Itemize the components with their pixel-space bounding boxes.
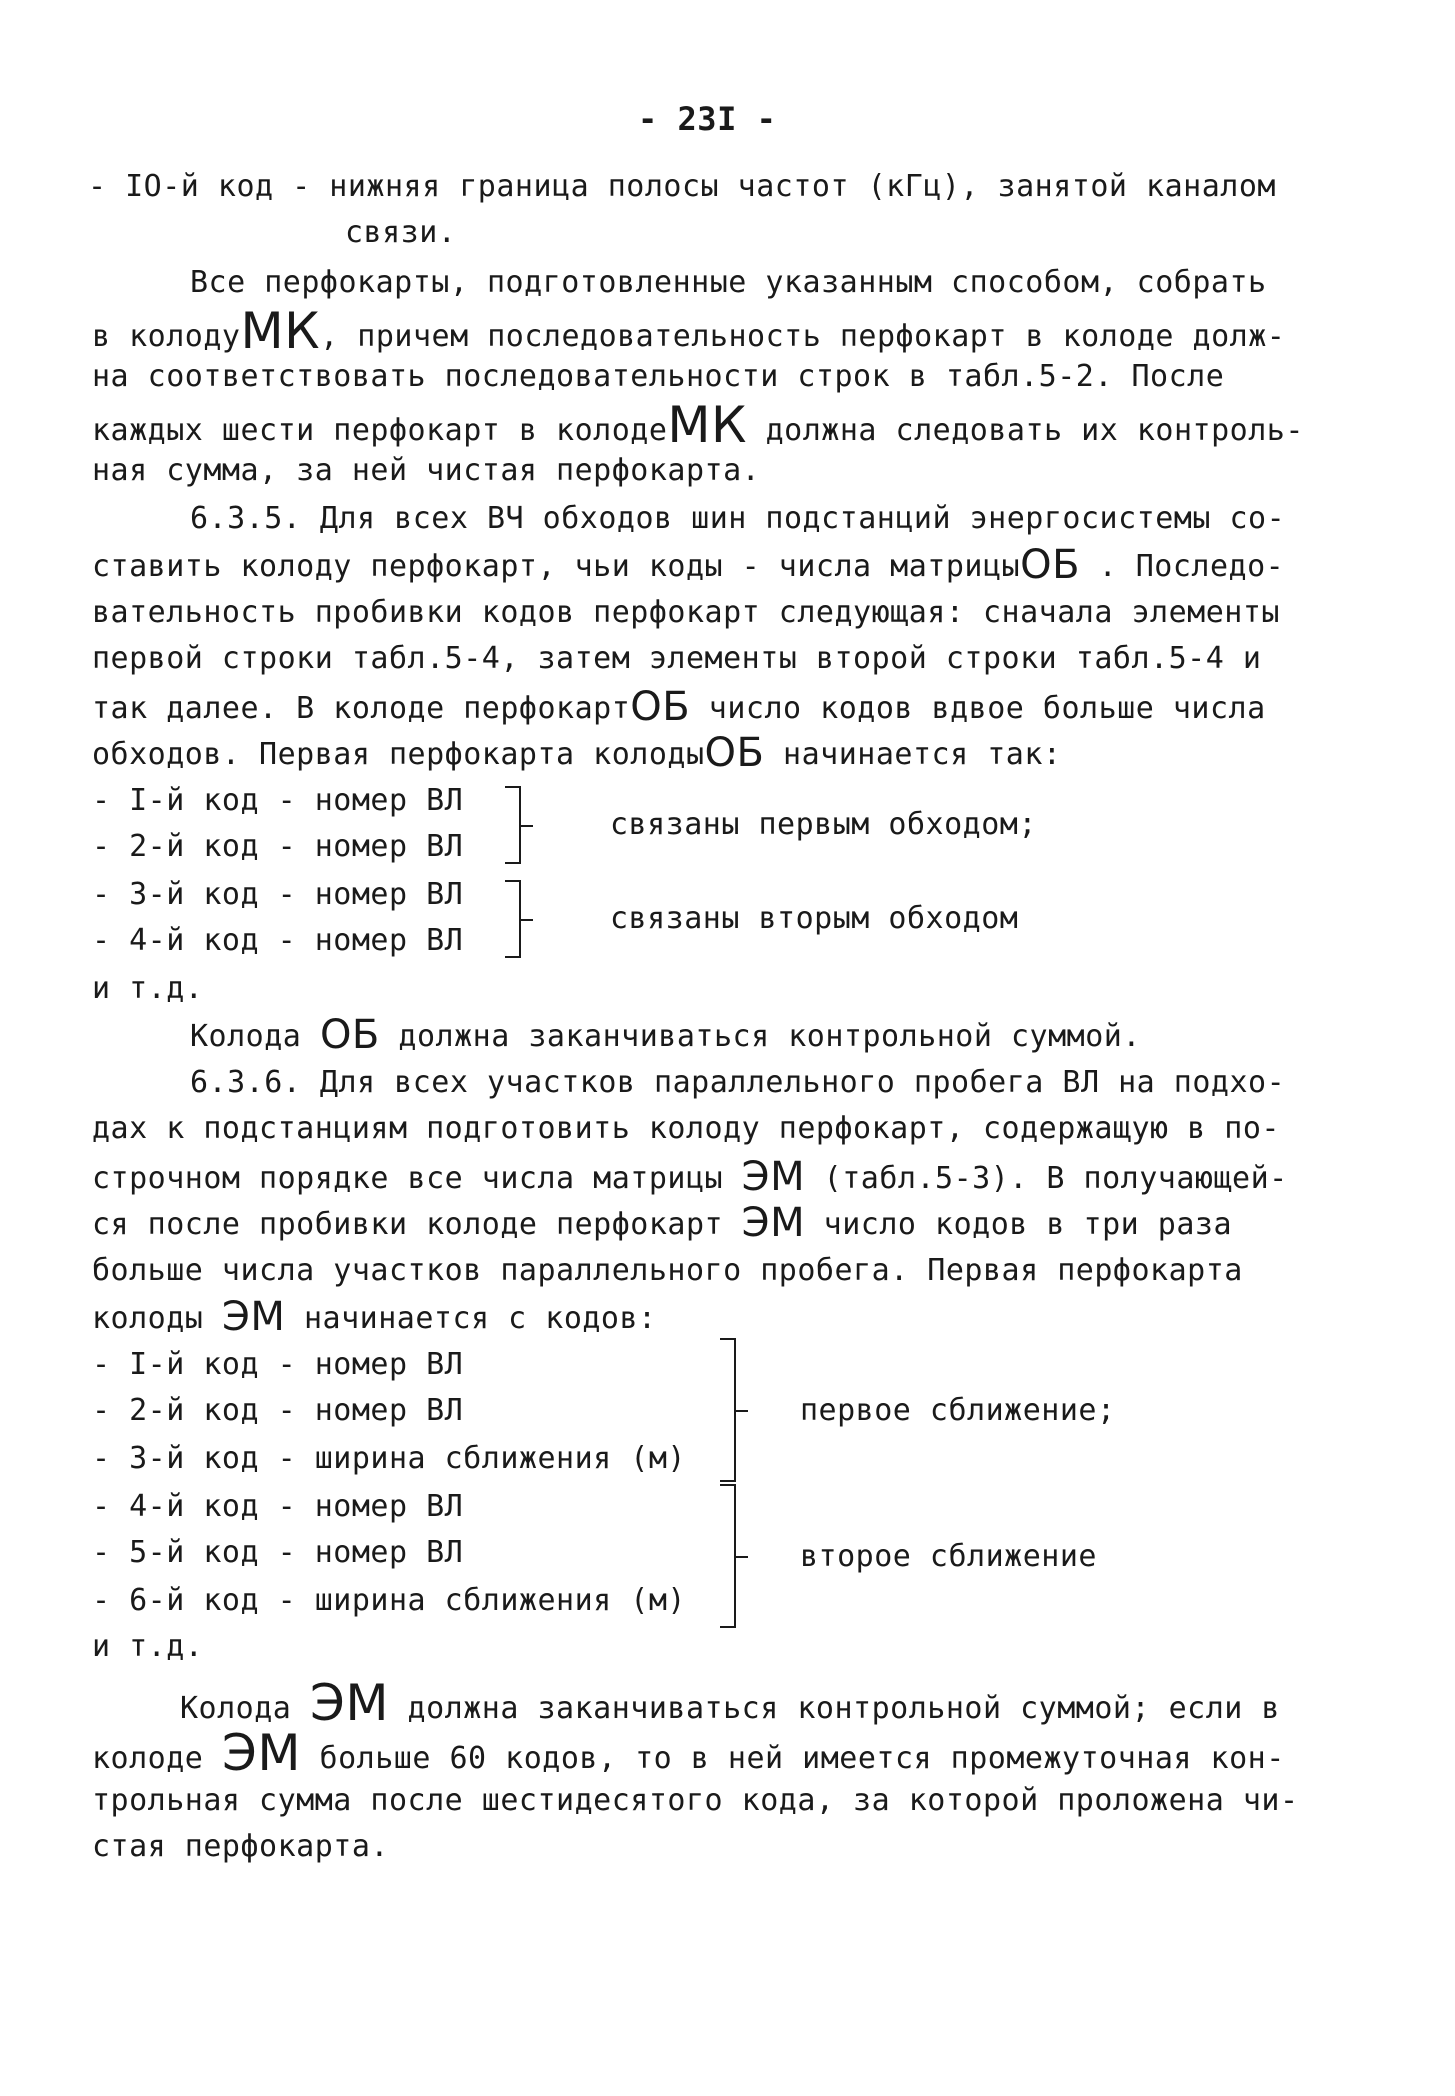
text-line: 6.3.6. Для всех участков параллельного пробега ВЛ на подхо- (190, 1065, 1286, 1100)
text-line: Колода ОБ должна заканчиваться контрольной суммой. (190, 1012, 1141, 1058)
matrix-symbol: ЭМ (309, 1674, 389, 1732)
matrix-symbol: МК (667, 396, 748, 454)
text-line: дах к подстанциям подготовить колоду перфокарт, содержащую в по- (92, 1111, 1280, 1146)
text-line: и т.д. (92, 1629, 204, 1664)
list-item: - 2-й код - номер ВЛ (92, 1393, 464, 1428)
text-line: Все перфокарты, подготовленные указанным способом, собрать (190, 265, 1267, 300)
text-line: колоды ЭМ начинается с кодов: (92, 1294, 657, 1340)
text-line: вательность пробивки кодов перфокарт следующая: сначала элементы (92, 595, 1280, 630)
matrix-symbol: ЭМ (221, 1294, 286, 1340)
curly-brace (505, 880, 521, 958)
list-item: - I-й код - номер ВЛ (92, 1347, 464, 1382)
list-item: - 4-й код - номер ВЛ (92, 1489, 464, 1524)
text-line: ная сумма, за ней чистая перфокарта. (92, 453, 761, 488)
text-line: первой строки табл.5-4, затем элементы второй строки табл.5-4 и (92, 641, 1262, 676)
text-line: ся после пробивки колоде перфокарт ЭМ число кодов в три раза (92, 1200, 1233, 1246)
group-label: связаны вторым обходом (610, 901, 1019, 936)
text-line: 6.3.5. Для всех ВЧ обходов шин подстанций энергосистемы со- (190, 501, 1286, 536)
group-label: связаны первым обходом; (610, 807, 1037, 842)
list-item: - 5-й код - номер ВЛ (92, 1535, 464, 1570)
curly-brace (720, 1484, 736, 1628)
list-item: - 3-й код - номер ВЛ (92, 877, 464, 912)
list-item: - 6-й код - ширина сближения (м) (92, 1583, 686, 1618)
text-line: Колода ЭМ должна заканчиваться контрольной суммой; если в (180, 1674, 1280, 1732)
text-line: ставить колоду перфокарт, чьи коды - числа матрицыОБ . Последо- (92, 542, 1285, 588)
text-line: больше числа участков параллельного пробега. Первая перфокарта (92, 1253, 1243, 1288)
list-item: - 2-й код - номер ВЛ (92, 829, 464, 864)
text-line: стая перфокарта. (92, 1829, 389, 1864)
list-item: - 4-й код - номер ВЛ (92, 923, 464, 958)
matrix-symbol: ОБ (319, 1012, 380, 1058)
text-line: связи. (345, 215, 457, 250)
page-number: - 23I - (638, 100, 777, 138)
curly-brace (720, 1338, 736, 1482)
group-label: второе сближение (800, 1539, 1097, 1574)
text-line: в колодуМК, причем последовательность перфокарт в колоде долж- (92, 302, 1286, 360)
matrix-symbol: ЭМ (741, 1200, 806, 1246)
list-item: - I-й код - номер ВЛ (92, 783, 464, 818)
text-line: трольная сумма после шестидесятого кода, за которой проложена чи- (92, 1783, 1299, 1818)
text-line: так далее. В колоде перфокартОБ число кодов вдвое больше числа (92, 684, 1266, 730)
matrix-symbol: МК (240, 302, 321, 360)
text-line: каждых шести перфокарт в колодеМК должна следовать их контроль- (92, 396, 1304, 454)
text-line: и т.д. (92, 971, 204, 1006)
matrix-symbol: ОБ (704, 730, 765, 776)
text-line: обходов. Первая перфокарта колодыОБ начинается так: (92, 730, 1062, 776)
matrix-symbol: ОБ (630, 684, 691, 730)
matrix-symbol: ЭМ (741, 1154, 806, 1200)
matrix-symbol: ОБ (1020, 542, 1081, 588)
list-item: - 3-й код - ширина сближения (м) (92, 1441, 686, 1476)
text-line: на соответствовать последовательности строк в табл.5-2. После (92, 359, 1225, 394)
text-line: строчном порядке все числа матрицы ЭМ (табл.5-3). В получающей- (92, 1154, 1288, 1200)
matrix-symbol: ЭМ (221, 1724, 301, 1782)
curly-brace (505, 786, 521, 864)
text-line: колоде ЭМ больше 60 кодов, то в ней имеется промежуточная кон- (92, 1724, 1285, 1782)
group-label: первое сближение; (800, 1393, 1116, 1428)
text-line: - IO-й код - нижняя граница полосы частот (кГц), занятой каналом (88, 169, 1276, 204)
